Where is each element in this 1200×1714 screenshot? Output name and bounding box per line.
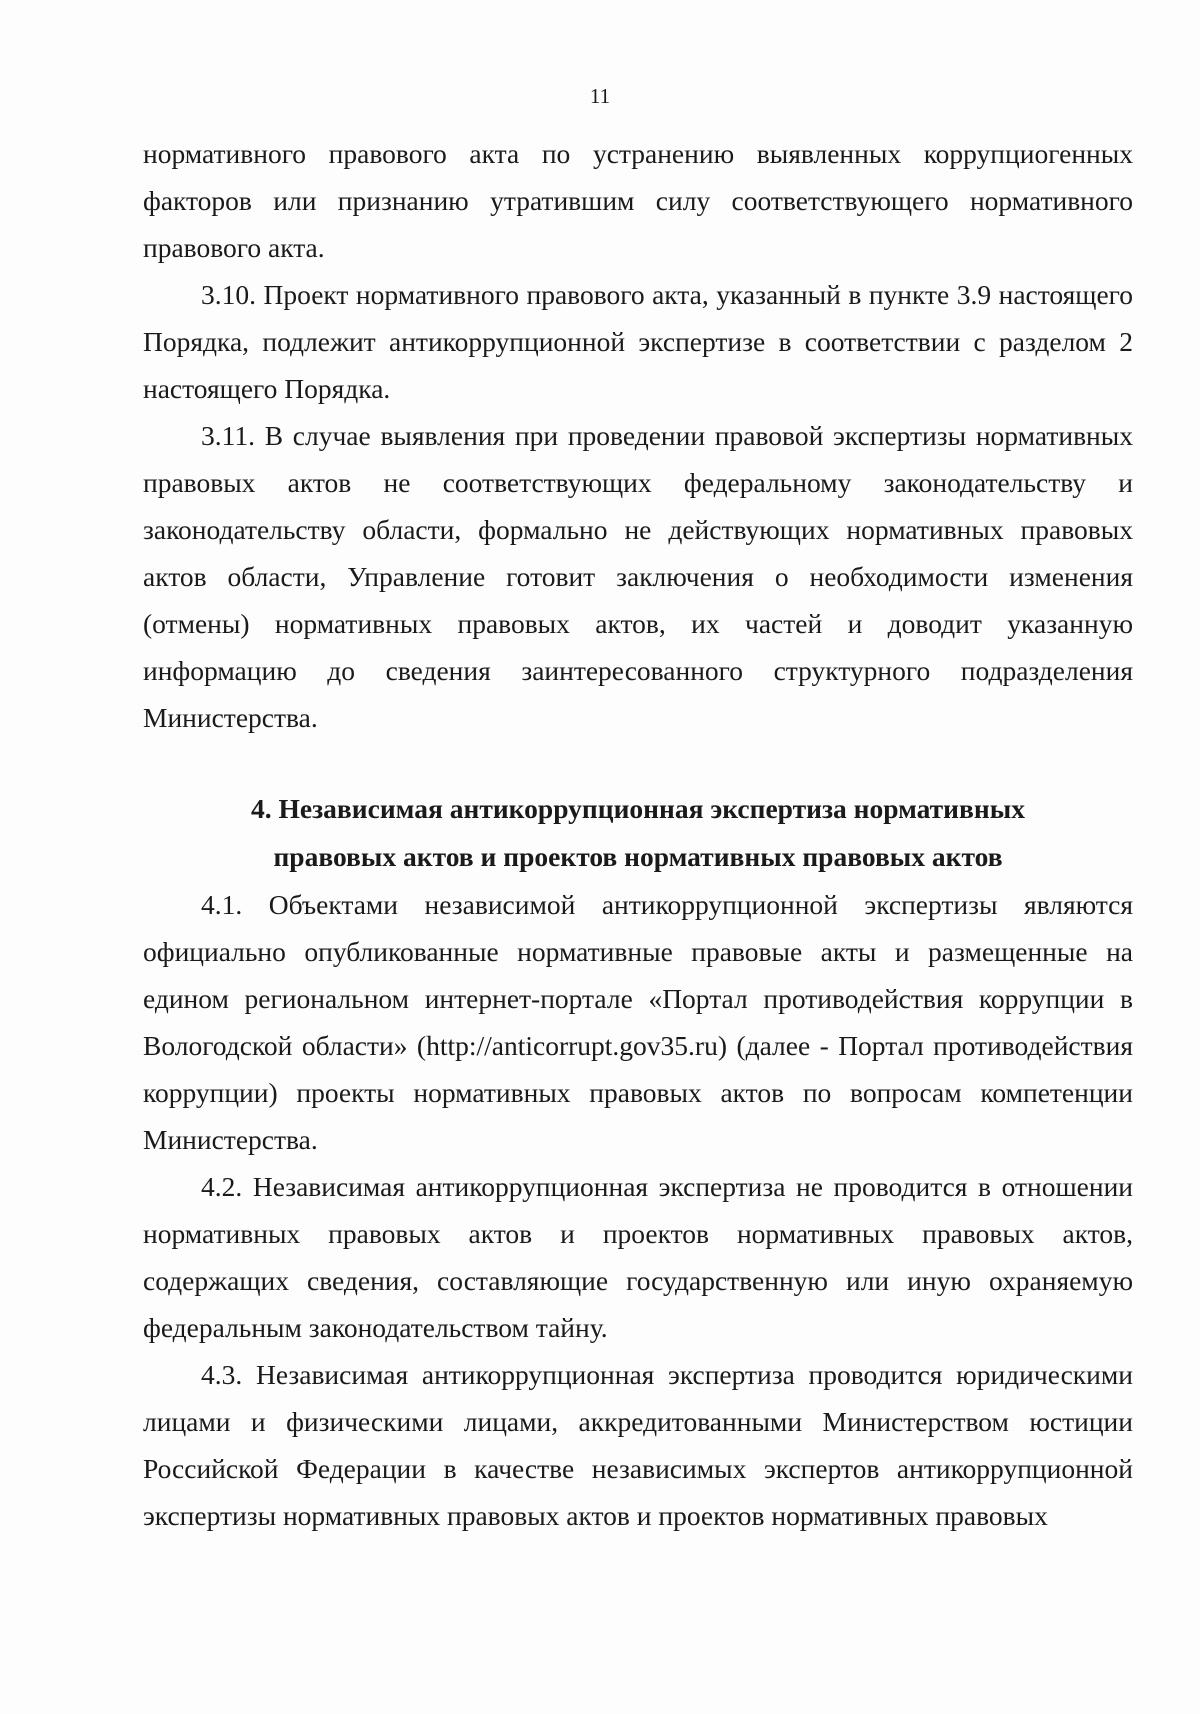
section-heading-line-2: правовых актов и проектов нормативных правовых актов [273, 841, 1003, 872]
paragraph-3-10: 3.10. Проект нормативного правового акта, указанный в пункте 3.9 настоящего Порядка, подлежит антикоррупционной экспертизе в соответствии с разделом 2 настоящего Порядка. [143, 279, 1133, 404]
paragraph-3-11: 3.11. В случае выявления при проведении правовой экспертизы нормативных правовых актов не соответствующих федеральному законодательству и законодательству области, формально не действующих нормативных правовых актов области, Управление готовит заключения о необходимости изменения (отмены) нормативных правовых актов, их частей и доводит указанную информацию до сведения заинтересованного структурного подразделения Министерства. [143, 420, 1133, 733]
page-number: 11 [589, 84, 611, 108]
paragraph-4-1: 4.1. Объектами независимой антикоррупционной экспертизы являются официально опубликованные нормативные правовые акты и размещенные на едином региональном интернет-портале «Портал противодействия коррупции в Вологодской области» (http://anticorrupt.gov35.ru) (далее - Портал противодействия коррупции) проекты нормативных правовых актов по вопросам компетенции Министерства. [143, 889, 1133, 1155]
paragraph-continuation: нормативного правового акта по устранению выявленных коррупциогенных факторов или признанию утратившим силу соответствующего нормативного правового акта. [143, 138, 1133, 263]
paragraph-4-2: 4.2. Независимая антикоррупционная экспертиза не проводится в отношении нормативных правовых актов и проектов нормативных правовых актов, содержащих сведения, составляющие государственную или иную охраняемую федеральным законодательством тайну. [143, 1171, 1133, 1343]
section-heading [143, 785, 1133, 881]
paragraph-4-3: 4.3. Независимая антикоррупционная экспертиза проводится юридическими лицами и физическими лицами, аккредитованными Министерством юстиции Российской Федерации в качестве независимых экспертов антикоррупционной экспертизы нормативных правовых актов и проектов нормативных правовых [143, 1359, 1133, 1531]
section-heading-line-1: 4. Независимая антикоррупционная экспертиза нормативных [251, 793, 1025, 824]
document-body [143, 130, 1133, 1539]
